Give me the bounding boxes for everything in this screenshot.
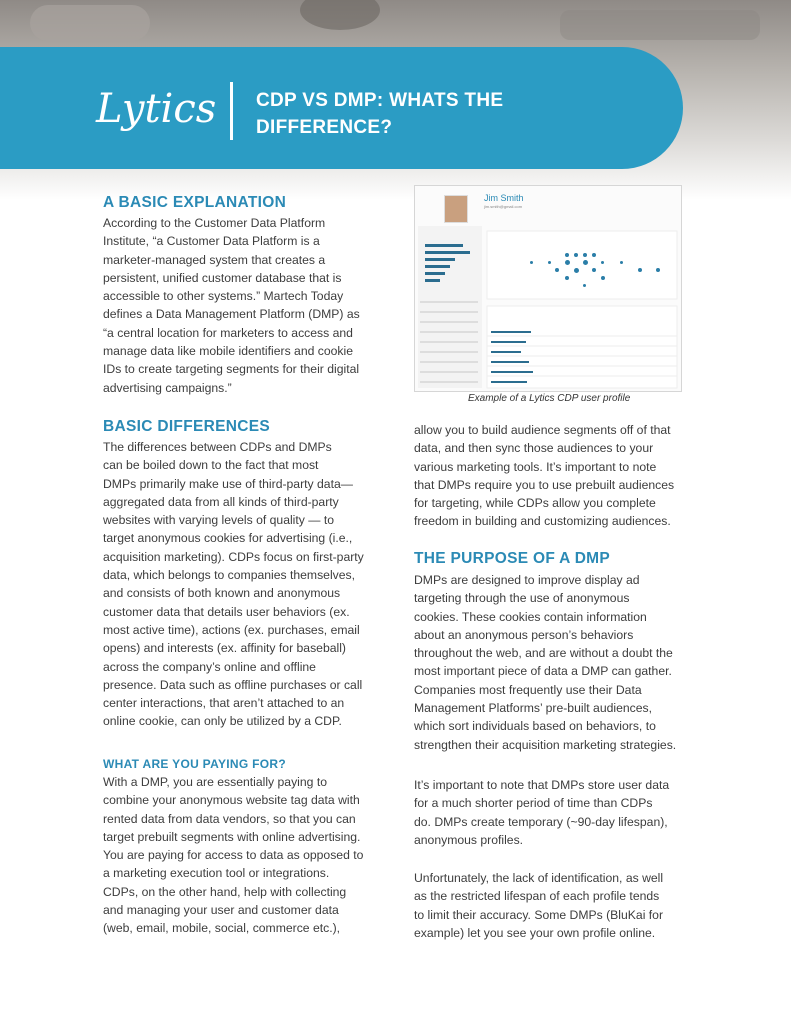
text-line: advertising campaigns.” [103,380,232,395]
text-line: manage data like mobile identifiers and cookie [103,344,353,359]
text-line: do. DMPs create temporary (~90-day lifespan), [414,814,668,829]
activity-dot [592,253,596,257]
paragraph-purpose-dmp-1 [414,571,704,754]
figure-caption: Example of a Lytics CDP user profile [468,393,631,404]
activity-dot [574,268,579,273]
text-line: most active time), actions (ex. purchases, email [103,622,360,637]
activity-dot [574,253,578,257]
text-line: It’s important to note that DMPs store user data [414,778,670,792]
text-line: rented data from data vendors, so that you can [103,811,356,826]
text-line: target anonymous cookies for advertising (i.e., [103,531,353,546]
lytics-logo: Lytics [96,86,217,132]
photo-object [30,5,150,41]
text-line: online cookie, can only be utilized by a CDP. [103,714,342,729]
activity-dot [583,260,588,265]
text-line: data, and then sync those audiences to your [414,441,654,456]
heading-basic-explanation: A BASIC EXPLANATION [103,194,287,211]
activity-dot [656,268,660,272]
text-line: and consists of both known and anonymous [103,586,341,601]
text-line: According to the Customer Data Platform [103,216,326,230]
activity-dot [620,261,623,264]
text-line: target prebuilt segments with online advertising. [103,829,361,844]
activity-dot [638,268,642,272]
text-line: cookies. These cookies contain information [414,609,647,624]
text-line: The differences between CDPs and DMPs [103,440,332,454]
text-line: as the restricted lifespan of each profile tends [414,889,660,904]
text-line: for targeting, while CDPs allow you complete [414,496,656,511]
paragraph-purpose-dmp-3 [414,869,704,942]
text-line: targeting through the use of anonymous [414,591,630,606]
text-line: throughout the web, and are without a doubt the [414,646,673,661]
text-line: data, which belongs to companies themselves, [103,568,356,583]
activity-dot [583,253,587,257]
activity-dot [530,261,533,264]
text-line: Unfortunately, the lack of identification, as well [414,871,664,885]
text-line: that DMPs require you to use prebuilt audiences [414,477,675,492]
activity-dot [583,284,586,287]
activity-dot [555,268,559,272]
profile-name: Jim Smith [484,193,524,203]
text-line: about an anonymous person’s behaviors [414,627,634,642]
activity-dot [565,253,569,257]
text-line: (web, email, mobile, social, commerce etc.), [103,921,341,936]
text-line: customer data that details user behaviors (ex. [103,604,350,619]
text-line: a marketing execution tool or integrations. [103,866,330,881]
text-line: opens) and interests (ex. affinity for baseball) [103,641,346,656]
paragraph-purpose-dmp-2 [414,776,704,849]
text-line: Companies most frequently use their Data [414,682,642,697]
heading-purpose-dmp: THE PURPOSE OF A DMP [414,550,611,567]
text-line: which sort individuals based on behaviors, to [414,719,656,734]
profile-avatar [444,195,468,223]
activity-dot [548,261,551,264]
text-line: DMPs are designed to improve display ad [414,573,640,587]
text-line: various marketing tools. It’s important to note [414,459,657,474]
text-line: center interactions, that aren’t attached to an [103,696,345,711]
text-line: websites with varying levels of quality — to [103,513,334,528]
text-line: marketer-managed system that creates a [103,252,326,267]
activity-dot [592,268,596,272]
text-line: example) let you see your own profile online. [414,925,656,940]
text-line: Management Platforms’ pre-built audiences, [414,701,653,716]
text-line: defines a Data Management Platform (DMP) as [103,307,360,322]
text-line: DMPs primarily make use of third-party data— [103,476,353,491]
heading-basic-differences: BASIC DIFFERENCES [103,418,271,435]
photo-object [560,10,760,40]
text-line: accessible to other systems.” Martech Today [103,289,344,304]
banner-divider [230,82,233,140]
text-line: to limit their accuracy. Some DMPs (BluKai for [414,907,664,922]
text-line: most important piece of data a DMP can gather. [414,664,672,679]
text-line: IDs to create targeting segments for their digital [103,362,360,377]
photo-object [300,0,380,30]
profile-email: jim.smith@gmail.com [484,204,523,209]
text-line: CDPs, on the other hand, help with collecting [103,884,347,899]
text-line: combine your anonymous website tag data with [103,793,360,808]
text-line: allow you to build audience segments off of that [414,423,671,437]
text-line: across the company’s online and offline [103,659,316,674]
activity-dot [565,276,569,280]
text-line: freedom in building and customizing audiences. [414,514,671,529]
text-line: persistent, unified customer database that is [103,270,342,285]
heading-paying-for: WHAT ARE YOU PAYING FOR? [103,757,286,771]
text-line: aggregated data from all kinds of third-party [103,494,339,509]
activity-dot [565,260,570,265]
text-line: “a central location for marketers to access and [103,325,353,340]
text-line: and managing your user and customer data [103,903,339,918]
activity-dot [601,261,604,264]
paragraph-basic-explanation [103,214,388,397]
text-line: Institute, “a Customer Data Platform is a [103,234,320,249]
text-line: acquisition marketing). CDPs focus on first-party [103,549,364,564]
text-line: for a much shorter period of time than CDPs [414,796,653,811]
paragraph-basic-differences [103,438,388,731]
page-title: CDP VS DMP: WHATS THE DIFFERENCE? [256,90,504,138]
text-line: You are paying for access to data as opposed to [103,848,364,863]
activity-dot [601,276,605,280]
text-line: With a DMP, you are essentially paying to [103,775,327,789]
paragraph-right-continuation [414,421,704,531]
paragraph-paying-for [103,773,388,938]
text-line: strengthen their acquisition marketing strategies. [414,737,677,752]
text-line: can be boiled down to the fact that most [103,458,319,473]
text-line: anonymous profiles. [414,832,524,847]
text-line: presence. Data such as offline purchases or call [103,677,363,692]
